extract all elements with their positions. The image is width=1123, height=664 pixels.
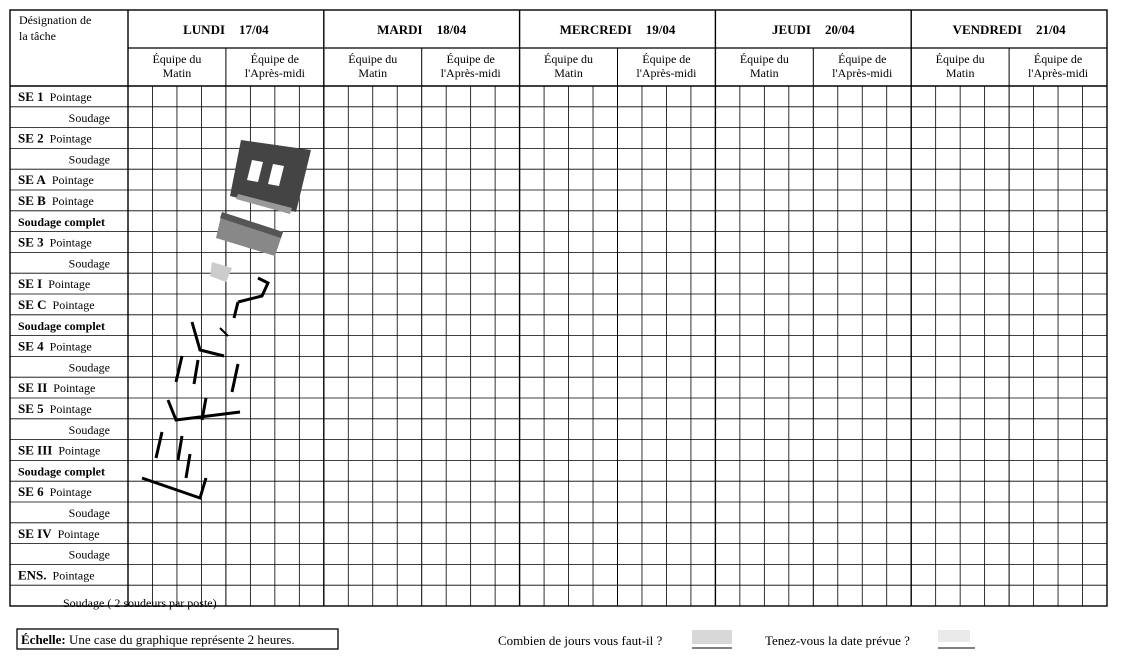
task-row-label: Soudage xyxy=(68,422,110,437)
shift-morning-label-2: Matin xyxy=(162,66,192,80)
shift-morning-label-2: Matin xyxy=(750,66,779,80)
day-name: MARDI xyxy=(377,22,423,37)
task-code: SE II xyxy=(18,380,48,396)
task-code: SE 3 xyxy=(18,234,44,250)
shift-afternoon-label: Équipe de xyxy=(446,52,495,66)
task-type: Pointage xyxy=(51,194,94,208)
scale-label: Échelle: xyxy=(21,632,66,647)
days-answer-blank[interactable] xyxy=(692,630,732,644)
task-row-label xyxy=(18,339,92,354)
shift-afternoon-label-2: l'Après-midi xyxy=(636,66,697,80)
task-row-label: Soudage xyxy=(68,110,110,125)
task-type: Pointage xyxy=(58,443,101,458)
shift-morning-label-2: Matin xyxy=(554,66,583,80)
task-code: SE III xyxy=(18,442,53,458)
task-row-label xyxy=(18,193,94,208)
task-row-label xyxy=(18,380,95,395)
task-type: Pointage xyxy=(53,381,96,396)
task-code: SE C xyxy=(18,297,47,312)
day-date: 17/04 xyxy=(239,22,269,37)
eleve-stamp xyxy=(142,140,311,498)
task-type: Pointage xyxy=(48,277,91,292)
grid-border xyxy=(10,10,1107,606)
days-question: Combien de jours vous faut-il ? xyxy=(498,633,663,648)
task-row-label: Soudage xyxy=(68,256,110,271)
planning-grid xyxy=(10,10,1107,606)
scale-text: Une case du graphique représente 2 heures. xyxy=(65,632,295,647)
task-type: Pointage xyxy=(57,526,100,541)
shift-afternoon-label: Équipe de xyxy=(1033,52,1083,66)
task-code: SE 6 xyxy=(18,484,44,500)
task-row-label: Soudage complet xyxy=(18,318,105,333)
task-type: Pointage xyxy=(49,131,92,146)
shift-afternoon-label-2: l'Après-midi xyxy=(1027,66,1089,80)
day-header-1 xyxy=(183,22,269,37)
task-code: SE I xyxy=(18,276,43,292)
last-row-label: Soudage ( 2 soudeurs par poste) xyxy=(63,596,217,610)
task-row-label xyxy=(18,443,100,458)
shift-morning-label: Équipe du xyxy=(544,52,594,66)
shift-morning-label-2: Matin xyxy=(945,66,975,80)
task-row-label xyxy=(18,89,92,104)
shift-morning-label: Équipe du xyxy=(152,52,202,66)
day-header-5 xyxy=(953,22,1066,37)
scale-note xyxy=(21,632,295,647)
shift-morning-label: Équipe du xyxy=(935,52,985,66)
task-row-label: Soudage xyxy=(68,360,110,375)
task-row-label xyxy=(18,401,92,416)
shift-morning-label-2: Matin xyxy=(358,66,388,80)
day-name: MERCREDI xyxy=(559,22,632,37)
task-code: SE A xyxy=(18,172,46,188)
shift-afternoon-label-2: l'Après-midi xyxy=(244,66,305,80)
task-type: Pointage xyxy=(49,485,92,500)
task-type: Pointage xyxy=(52,568,95,583)
task-type: Pointage xyxy=(49,235,92,250)
task-code: SE B xyxy=(18,193,46,208)
date-question: Tenez-vous la date prévue ? xyxy=(765,633,910,648)
day-headers xyxy=(183,22,1066,37)
date-answer-blank[interactable] xyxy=(938,630,970,642)
task-column-header-line2: la tâche xyxy=(19,29,56,43)
task-row-label: Soudage xyxy=(68,547,110,562)
task-type: Pointage xyxy=(52,298,95,312)
day-date: 20/04 xyxy=(824,22,855,37)
task-type: Pointage xyxy=(51,173,94,188)
task-row-label xyxy=(18,235,92,250)
task-code: SE 1 xyxy=(18,89,44,104)
day-name: JEUDI xyxy=(771,22,811,37)
task-code: SE 5 xyxy=(18,401,44,416)
day-header-2 xyxy=(377,22,467,37)
task-row-label: Soudage complet xyxy=(18,214,105,229)
day-date: 19/04 xyxy=(645,22,676,37)
stamp-letter-v xyxy=(210,262,232,282)
task-row-label: Soudage xyxy=(68,506,110,520)
task-type: Pointage xyxy=(49,339,92,354)
shift-afternoon-label-2: l'Après-midi xyxy=(832,66,893,80)
shift-morning-label: Équipe du xyxy=(739,52,789,66)
day-header-4 xyxy=(772,22,855,37)
task-code: SE 2 xyxy=(18,130,44,146)
day-name: VENDREDI xyxy=(952,22,1022,37)
shift-morning-label: Équipe du xyxy=(348,52,398,66)
shift-headers xyxy=(152,52,1088,80)
day-date: 18/04 xyxy=(436,22,467,37)
task-code: SE IV xyxy=(18,525,52,541)
task-row-label xyxy=(18,484,92,499)
task-code: ENS. xyxy=(18,567,47,583)
task-row-label: Soudage xyxy=(68,152,110,167)
shift-afternoon-label-2: l'Après-midi xyxy=(440,66,501,80)
day-date: 21/04 xyxy=(1035,22,1066,37)
task-row-label xyxy=(18,526,100,541)
shift-afternoon-label: Équipe de xyxy=(642,52,691,66)
task-column-header-line1: Désignation de xyxy=(19,13,92,27)
day-name: LUNDI xyxy=(183,22,226,37)
task-code: SE 4 xyxy=(18,338,44,354)
task-type: Pointage xyxy=(49,402,92,416)
shift-afternoon-label: Équipe de xyxy=(838,52,887,66)
task-row-label xyxy=(18,172,94,187)
task-row-label xyxy=(18,131,92,146)
task-row-label xyxy=(18,567,95,582)
task-row-label xyxy=(18,297,95,312)
shift-afternoon-label: Équipe de xyxy=(250,52,300,66)
day-header-3 xyxy=(560,22,676,37)
task-row-label xyxy=(18,276,90,291)
task-type: Pointage xyxy=(49,90,92,104)
stamp-letter-e-bottom xyxy=(156,432,162,458)
task-row-label: Soudage complet xyxy=(18,464,105,479)
